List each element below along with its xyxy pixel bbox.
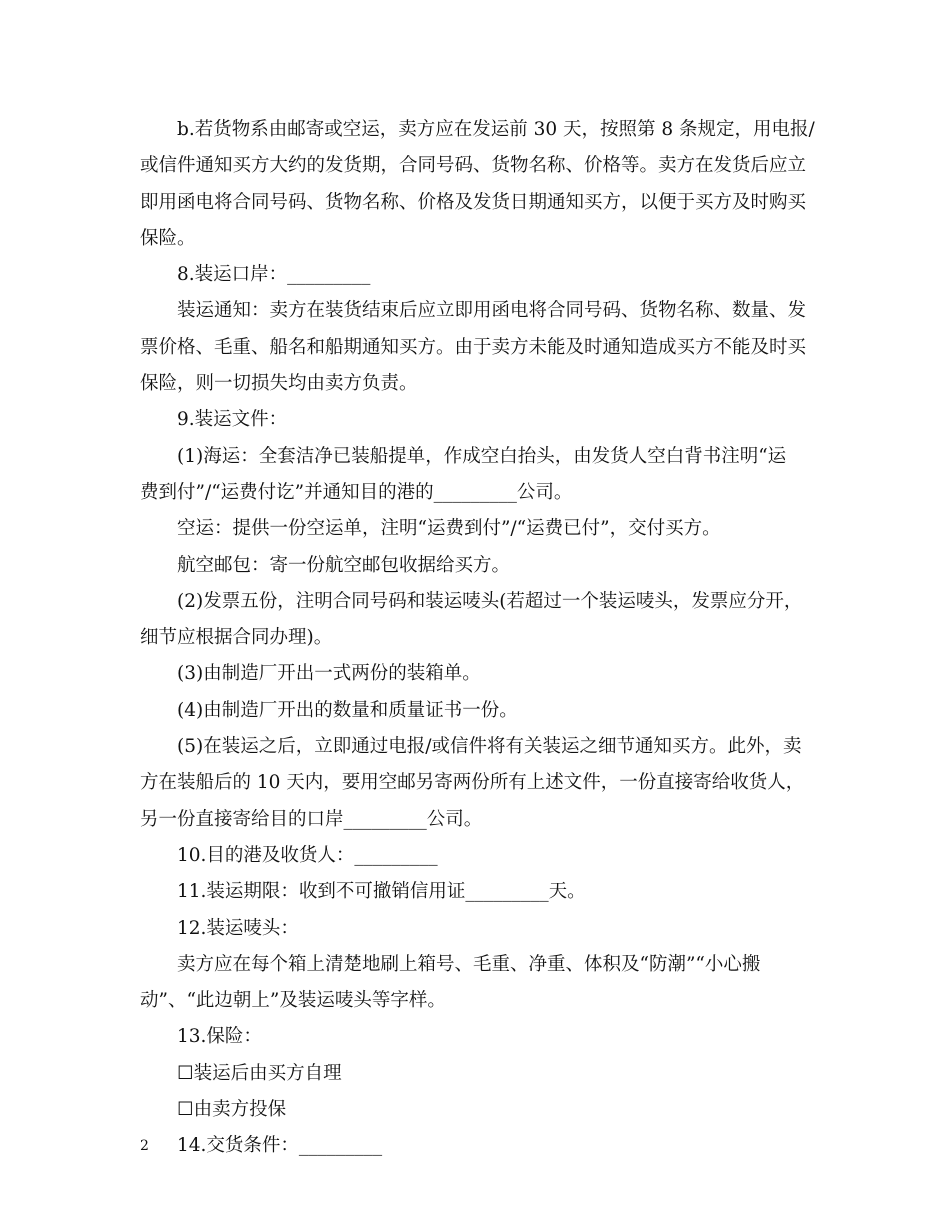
page-number: 2 [140,1138,149,1154]
paragraph-line: 另一份直接寄给目的口岸_________公司。 [140,808,483,830]
clause-heading: 13.保险： [177,1026,262,1048]
checkbox-option: ☐由卖方投保 [177,1099,287,1121]
paragraph-line: 即用函电将合同号码、货物名称、价格及发货日期通知买方，以便于买方及时购买 [140,191,807,213]
paragraph-line: 空运：提供一份空运单，注明“运费到付”/“运费已付”，交付买方。 [177,518,721,540]
paragraph-line: 票价格、毛重、船名和船期通知买方。由于卖方未能及时通知造成买方不能及时买 [140,336,807,358]
paragraph-line: (1)海运：全套洁净已装船提单，作成空白抬头，由发货人空白背书注明“运 [177,445,787,467]
paragraph-line: (3)由制造厂开出一式两份的装箱单。 [177,663,481,685]
clause-heading: 12.装运唛头： [177,917,299,939]
paragraph-line: (2)发票五份，注明合同号码和装运唛头(若超过一个装运唛头，发票应分开， [177,590,803,612]
paragraph-line: (4)由制造厂开出的数量和质量证书一份。 [177,699,518,721]
paragraph-line: 保险，则一切损失均由卖方负责。 [140,373,418,395]
paragraph-line: 航空邮包：寄一份航空邮包收据给买方。 [177,554,511,576]
paragraph-line: 细节应根据合同办理)。 [140,627,333,649]
paragraph-line: 装运通知：卖方在装货结束后应立即用函电将合同号码、货物名称、数量、发 [177,300,807,322]
clause-heading: 14.交货条件：_________ [177,1135,383,1157]
paragraph-line: b.若货物系由邮寄或空运，卖方应在发运前 30 天，按照第 8 条规定，用电报/ [177,119,815,140]
clause-heading: 11.装运期限：收到不可撤销信用证_________天。 [177,881,586,903]
paragraph-line: (5)在装运之后，立即通过电报/或信件将有关装运之细节通知买方。此外，卖 [177,736,802,758]
document-body [140,112,820,1165]
paragraph-line: 或信件通知买方大约的发货期，合同号码、货物名称、价格等。卖方在发货后应立 [140,155,807,177]
paragraph-line: 动”、“此边朝上”及装运唛头等字样。 [140,990,446,1012]
paragraph-line: 方在装船后的 10 天内，要用空邮另寄两份所有上述文件，一份直接寄给收货人， [140,772,805,794]
paragraph-line: 卖方应在每个箱上清楚地刷上箱号、毛重、净重、体积及“防潮”“小心搬 [177,953,761,975]
paragraph-line: 保险。 [140,227,196,249]
clause-heading: 9.装运文件： [177,409,288,431]
clause-heading: 8.装运口岸：_________ [177,264,371,286]
clause-heading: 10.目的港及收货人：_________ [177,844,438,866]
checkbox-option: ☐装运后由买方自理 [177,1062,342,1084]
paragraph-line: 费到付”/“运费付讫”并通知目的港的_________公司。 [140,481,573,503]
